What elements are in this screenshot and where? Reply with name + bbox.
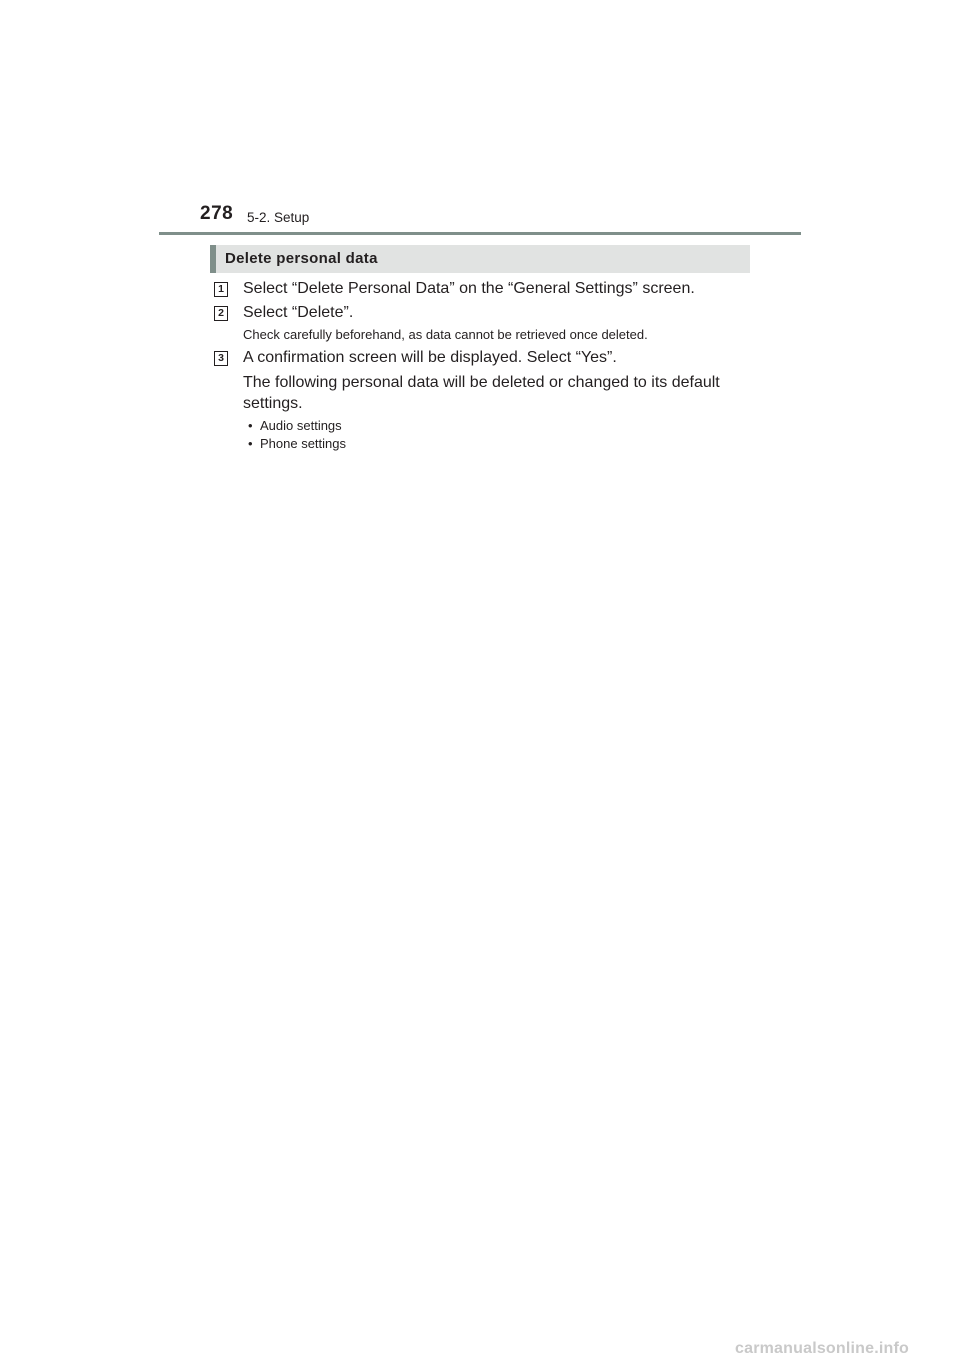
list-item (248, 435, 346, 453)
bullet-icon: • (248, 418, 253, 433)
bullet-icon: • (248, 435, 253, 451)
page-number: 278 (200, 203, 234, 224)
step-number-2 (214, 306, 228, 321)
step-2-text: Select “Delete”. (243, 304, 354, 321)
step-number-1-label: 1 (218, 283, 224, 295)
step-1-text: Select “Delete Personal Data” on the “General Settings” screen. (243, 280, 695, 297)
step-number-3 (214, 351, 228, 366)
list-item-text: Phone settings (260, 435, 347, 451)
step-2-note: Check carefully beforehand, as data cannot be retrieved once deleted. (243, 327, 648, 342)
list-item-text: Audio settings (260, 418, 342, 433)
header-rule (159, 232, 801, 235)
section-label: 5-2. Setup (247, 210, 310, 225)
section-heading-text: Delete personal data (225, 250, 378, 267)
step-3-text: A confirmation screen will be displayed. Select “Yes”. (243, 349, 617, 366)
footer-watermark: carmanualsonline.info (735, 1340, 910, 1357)
deleted-data-list (248, 417, 346, 452)
list-item (248, 417, 346, 435)
deleted-data-paragraph: The following personal data will be deleted or changed to its default settings. (243, 374, 720, 412)
step-number-2-label: 2 (218, 307, 224, 319)
section-heading (210, 245, 750, 273)
step-number-1 (214, 282, 228, 297)
step-number-3-label: 3 (218, 352, 224, 364)
